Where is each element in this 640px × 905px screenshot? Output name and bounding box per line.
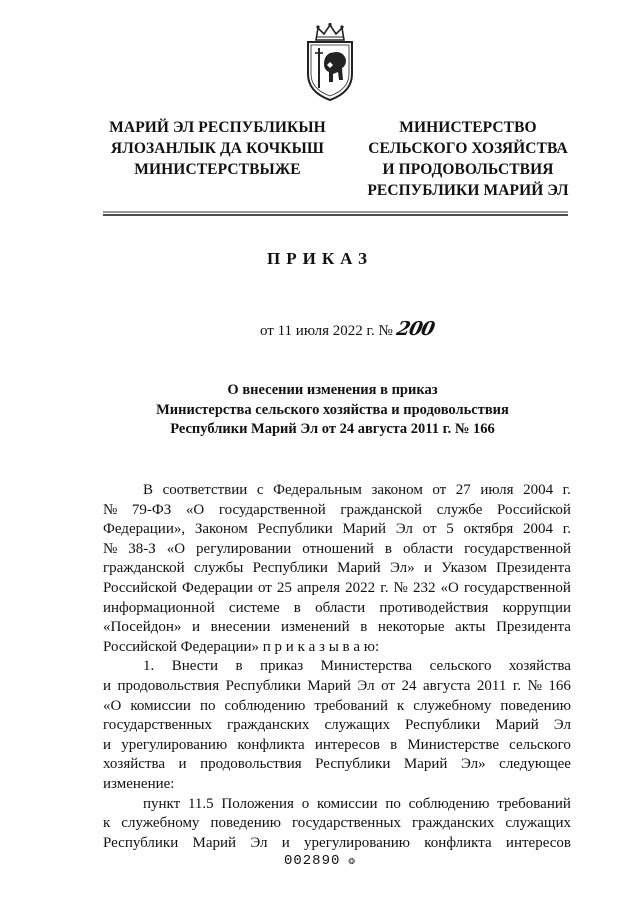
body-line: изменение: xyxy=(103,775,175,792)
body-line: к служебному поведению государственных гражданских служащих xyxy=(103,815,571,832)
header-right-line: РЕСПУБЛИКИ МАРИЙ ЭЛ xyxy=(367,182,569,199)
seal-mark-icon: ❂ xyxy=(348,856,357,868)
body-line: и урегулированию конфликта интересов в Министерстве сельского xyxy=(103,736,571,753)
document-subject xyxy=(90,381,575,440)
body-line: хозяйства и продовольствия Республики Марий Эл» следующее xyxy=(103,756,571,773)
subject-line: Министерства сельского хозяйства и продовольствия xyxy=(156,401,509,418)
subject-line: О внесении изменения в приказ xyxy=(227,382,438,398)
body-line: «О комиссии по соблюдению требований к служебному поведению xyxy=(103,697,571,714)
body-line: № 79-ФЗ «О государственной гражданской службе Российской xyxy=(103,501,571,518)
header-divider xyxy=(103,211,568,216)
header-left-line: МАРИЙ ЭЛ РЕСПУБЛИКЫН xyxy=(109,119,326,136)
header-right-line: МИНИСТЕРСТВО xyxy=(399,119,537,136)
document-date: от 11 июля 2022 г. № xyxy=(260,323,393,339)
body-line: гражданской службы Республики Марий Эл» и Указом Президента xyxy=(103,560,571,577)
body-line: 1. Внести в приказ Министерства сельского хозяйства xyxy=(143,658,571,675)
body-line: В соответствии с Федеральным законом от 27 июля 2004 г. xyxy=(143,482,571,498)
body-line: информационной системе в области противодействия коррупции xyxy=(103,599,571,616)
body-line: Республики Марий Эл и урегулированию конфликта интересов xyxy=(103,834,571,851)
document-number: 200 xyxy=(394,318,436,340)
body-line: Российской Федерации от 25 апреля 2022 г. № 232 «О государственной xyxy=(103,579,571,596)
coat-of-arms-icon xyxy=(300,22,360,102)
body-line: и продовольствия Республики Марий Эл от 24 августа 2011 г. № 166 xyxy=(103,677,571,694)
header-left-line: ЯЛОЗАНЛЫК ДА КОЧКЫШ xyxy=(110,140,325,157)
header-right-line: И ПРОДОВОЛЬСТВИЯ xyxy=(382,161,554,178)
body-line: государственных гражданских служащих Республики Марий Эл xyxy=(103,717,571,734)
document-body xyxy=(103,481,571,853)
body-line: № 38-З «О регулировании отношений в области государственной xyxy=(103,540,571,557)
body-line: «Посейдон» и внесении изменений в некоторые акты Президента xyxy=(103,619,571,636)
body-line: Федерации», Законом Республики Марий Эл от 5 октября 2004 г. xyxy=(103,521,571,538)
header-right-block xyxy=(355,117,581,201)
document-date-line xyxy=(260,318,436,340)
header-left-line: МИНИСТЕРСТВЫЖЕ xyxy=(134,161,301,178)
serial-number: 002890 xyxy=(283,853,341,869)
body-line: Российской Федерации» п р и к а з ы в а ю: xyxy=(103,638,380,655)
header-left-block xyxy=(90,117,345,180)
document-footer xyxy=(0,853,640,869)
document-type-title: ПРИКАЗ xyxy=(267,249,373,268)
subject-line: Республики Марий Эл от 24 августа 2011 г. № 166 xyxy=(170,421,495,437)
body-line: пункт 11.5 Положения о комиссии по соблюдению требований xyxy=(143,795,571,812)
header-right-line: СЕЛЬСКОГО ХОЗЯЙСТВА xyxy=(368,140,568,157)
